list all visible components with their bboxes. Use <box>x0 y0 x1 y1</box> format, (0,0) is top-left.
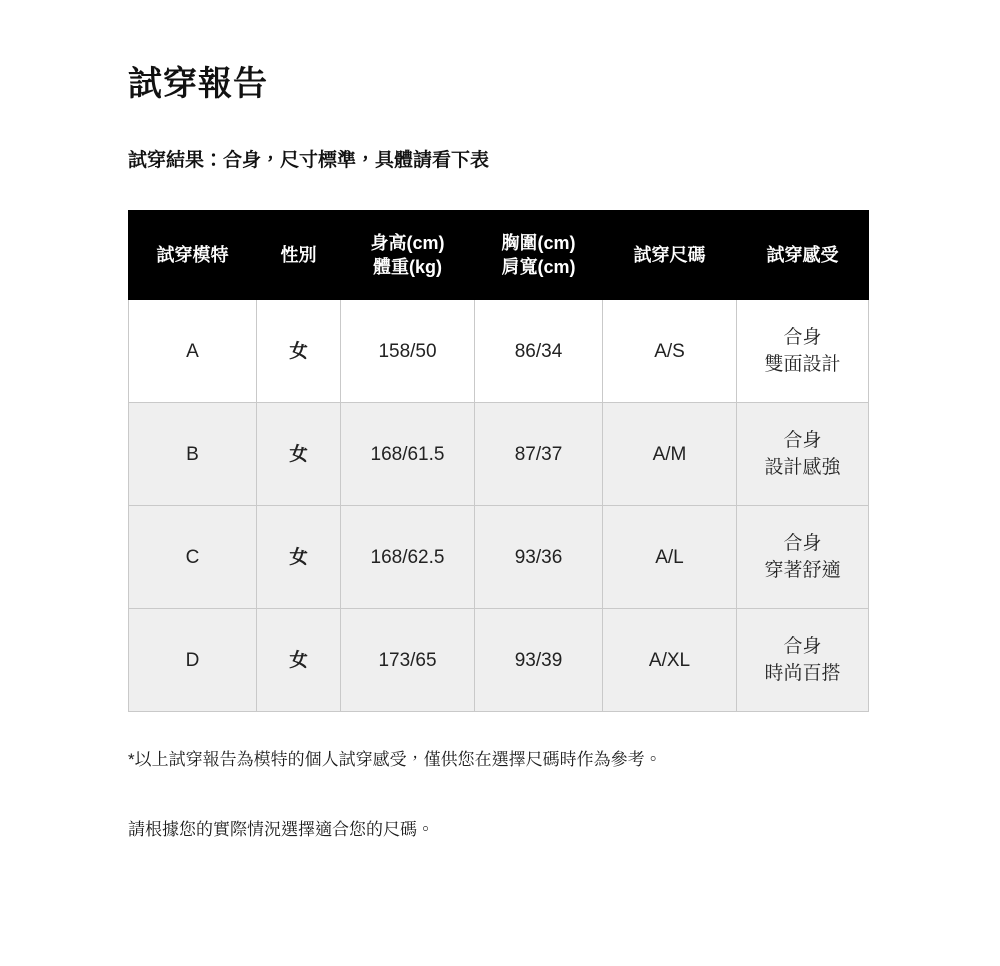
cell-feel: 合身 設計感強 <box>737 403 869 506</box>
table-body <box>129 300 869 712</box>
fit-result-subtitle: 試穿結果：合身，尺寸標準，具體請看下表 <box>128 149 490 171</box>
cell-height-weight: 168/61.5 <box>341 403 475 506</box>
table-row <box>129 403 869 506</box>
cell-height-weight: 158/50 <box>341 300 475 403</box>
cell-bust-shoulder: 87/37 <box>475 403 603 506</box>
cell-model: D <box>129 609 257 712</box>
cell-model: A <box>129 300 257 403</box>
column-header-model: 試穿模特 <box>129 211 257 300</box>
page-title: 試穿報告 <box>128 65 268 103</box>
fit-report-table <box>128 210 869 712</box>
cell-model: B <box>129 403 257 506</box>
cell-gender: 女 <box>257 403 341 506</box>
table-row <box>129 300 869 403</box>
cell-size: A/M <box>603 403 737 506</box>
column-header-feel: 試穿感受 <box>737 211 869 300</box>
table-row <box>129 506 869 609</box>
cell-gender: 女 <box>257 609 341 712</box>
cell-feel: 合身 穿著舒適 <box>737 506 869 609</box>
table-header <box>129 211 869 300</box>
disclaimer-note: *以上試穿報告為模特的個人試穿感受，僅供您在選擇尺碼時作為參考。 <box>128 750 662 770</box>
cell-bust-shoulder: 93/36 <box>475 506 603 609</box>
cell-feel: 合身 雙面設計 <box>737 300 869 403</box>
cell-bust-shoulder: 93/39 <box>475 609 603 712</box>
cell-model: C <box>129 506 257 609</box>
column-header-gender: 性別 <box>257 211 341 300</box>
cell-gender: 女 <box>257 506 341 609</box>
cell-height-weight: 173/65 <box>341 609 475 712</box>
cell-gender: 女 <box>257 300 341 403</box>
column-header-size: 試穿尺碼 <box>603 211 737 300</box>
table-row <box>129 609 869 712</box>
column-header-bust-shoulder: 胸圍(cm) 肩寬(cm) <box>475 211 603 300</box>
table-header-row <box>129 211 869 300</box>
cell-bust-shoulder: 86/34 <box>475 300 603 403</box>
column-header-height-weight: 身高(cm) 體重(kg) <box>341 211 475 300</box>
cell-size: A/S <box>603 300 737 403</box>
cell-size: A/L <box>603 506 737 609</box>
size-advice-note: 請根據您的實際情況選擇適合您的尺碼。 <box>128 819 434 839</box>
cell-size: A/XL <box>603 609 737 712</box>
cell-feel: 合身 時尚百搭 <box>737 609 869 712</box>
cell-height-weight: 168/62.5 <box>341 506 475 609</box>
